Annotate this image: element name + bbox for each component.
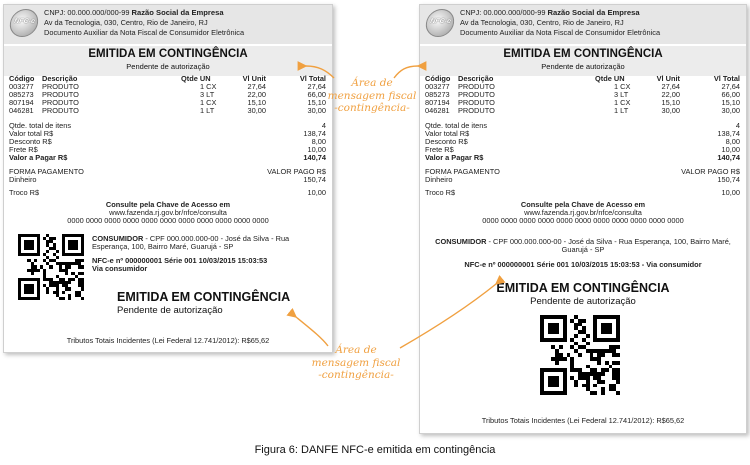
item-qty: 3 LT [200,90,215,99]
payment-header: FORMA PAGAMENTO [425,167,500,176]
item-code: 085273 [9,90,34,99]
item-code: 807194 [9,98,34,107]
total-label: Desconto R$ [9,137,52,146]
contingency-title: EMITIDA EM CONTINGÊNCIA [503,48,663,60]
company-name: Razão Social da Empresa [547,8,640,17]
item-total: 66,00 [721,90,740,99]
address-text: Av da Tecnologia, 030, Centro, Rio de Janeiro, RJ [44,18,208,27]
cnpj-text: CNPJ: 00.000.000/000-99 [460,8,546,17]
item-qty: 1 LT [614,106,629,115]
change-label: Troco R$ [9,188,40,197]
payment-method: Dinheiro [9,175,37,184]
contingency-title-large: EMITIDA EM CONTINGÊNCIA [117,290,291,304]
item-unit: 30,00 [661,106,680,115]
annotation-bottom: Área de mensagem fiscal -contingência- [311,344,401,381]
item-code: 085273 [425,90,450,99]
doc-title: Documento Auxiliar da Nota Fiscal de Consumidor Eletrônica [44,28,245,37]
item-qty: 1 CX [614,98,631,107]
item-unit: 22,00 [247,90,266,99]
item-desc: PRODUTO [458,82,495,91]
item-qty: 3 LT [614,90,629,99]
col-code: Código [9,74,35,83]
item-unit: 30,00 [247,106,266,115]
access-key: 0000 0000 0000 0000 0000 0000 0000 0000 0000 0000 0000 [482,216,684,225]
item-desc: PRODUTO [42,106,79,115]
total-value: 4 [321,121,326,130]
consult-url: www.fazenda.rj.gov.br/nfce/consulta [109,208,227,217]
nfce-line: NFC-e nº 000000001 Série 001 10/03/2015 15:03:53 [92,256,268,265]
total-label: Qtde. total de itens [425,121,488,130]
item-desc: PRODUTO [458,90,495,99]
contingency-subtitle: Pendente de autorização [126,62,210,71]
col-total: Vl Total [299,74,326,83]
nfce-logo: NFC-e [8,9,40,37]
payment-amount: 150,74 [717,175,740,184]
item-desc: PRODUTO [458,98,495,107]
pay-label: Valor a Pagar R$ [425,153,484,162]
item-desc: PRODUTO [42,98,79,107]
contingency-subtitle-large: Pendente de autorização [530,296,636,307]
total-value: 8,00 [311,137,326,146]
total-label: Frete R$ [425,145,454,154]
consumer-text: - CPF 000.000.000-00 - José da Silva - Rua [143,234,290,243]
item-total: 27,64 [721,82,740,91]
change-value: 10,00 [721,188,740,197]
item-unit: 27,64 [247,82,266,91]
arrow-to-bottom-right [400,284,496,348]
tributes-text: Tributos Totais Incidentes (Lei Federal 12.741/2012): R$65,62 [481,416,685,425]
doc-title: Documento Auxiliar da Nota Fiscal de Consumidor Eletrônica [460,28,661,37]
total-label: Valor total R$ [9,129,54,138]
address-text: Av da Tecnologia, 030, Centro, Rio de Janeiro, RJ [460,18,624,27]
total-label: Qtde. total de itens [9,121,72,130]
payment-value-header: VALOR PAGO R$ [267,167,326,176]
payment-method: Dinheiro [425,175,453,184]
total-value: 4 [735,121,740,130]
total-value: 138,74 [717,129,740,138]
total-label: Valor total R$ [425,129,470,138]
figure-caption: Figura 6: DANFE NFC-e emitida em contingência [254,444,496,456]
total-label: Desconto R$ [425,137,468,146]
item-qty: 1 CX [614,82,631,91]
pay-value: 140,74 [717,153,740,162]
col-qty: Qtde UN [595,74,625,83]
cnpj-text: CNPJ: 00.000.000/000-99 [44,8,130,17]
nfce-line: NFC-e nº 000000001 Série 001 10/03/2015 15:03:53 [464,260,640,269]
access-key: 0000 0000 0000 0000 0000 0000 0000 0000 0000 0000 0000 [67,216,269,225]
item-code: 003277 [9,82,34,91]
payment-value-header: VALOR PAGO R$ [681,167,740,176]
pay-label: Valor a Pagar R$ [9,153,68,162]
item-qty: 1 LT [200,106,215,115]
payment-header: FORMA PAGAMENTO [9,167,84,176]
item-unit: 15,10 [661,98,680,107]
consumer-text: - CPF 000.000.000-00 - José da Silva - Rua Esperança, 100, Bairro Maré, [486,237,731,246]
item-total: 15,10 [307,98,326,107]
consumer-text: Esperança, 100, Bairro Maré, Guarujá - SP [92,242,234,251]
item-desc: PRODUTO [42,82,79,91]
receipt-right: NFC-e CNPJ: 00.000.000/000-99 Razão Social da Empresa Av da Tecnologia, 030, Centro, Rio de Janeiro, RJ Documento Auxiliar da Nota Fiscal de Consumidor Eletrônica EMITIDA EM CONTINGÊNCIA Pendente de autorização Código Descrição Qtde UN Vl Unit Vl Total 003277 PRODUTO 1 CX 27,64 27,64 085273 PRODUTO 3 LT 22,00 66,00 807194 PRODUTO 1 CX 15,10 15,10 046281 PRODUTO 1 LT 30,00 30,00 Qtde. total de itens 4 Valor total R$ 138,74 Desconto R$ 8,00 Frete R$ 10,00 Valor a Pagar R$ 140,74 FORMA PAGAMENTO VALOR PAGO R$ Dinheiro 150,74 Troco R$ 10,00 Consulte pela Chave de Acesso em www.fazenda.rj.gov.br/nfce/consulta 0000 0000 0000 0000 0000 0000 0000 0000 0000 0000 0000 CONSUMIDOR - CPF 000.000.000-00 - José da Silva - Rua Esperança, 100, Bairro Maré, Guarujá - SP NFC-e nº 000000001 Série 001 10/03/2015 15:03:53 - Via consumidor EMITIDA EM CONTINGÊNCIA Pendente de autorização Tributos Totais Incidentes (Lei Federal 12.741/2012): R$65,62 [419,4,747,434]
item-total: 15,10 [721,98,740,107]
item-total: 30,00 [307,106,326,115]
col-total: Vl Total [713,74,740,83]
item-unit: 15,10 [247,98,266,107]
arrow-to-bottom-left [296,317,328,346]
annotation-top: Área de mensagem fiscal -contingência- [327,77,417,114]
contingency-subtitle: Pendente de autorização [541,62,625,71]
total-value: 10,00 [307,145,326,154]
col-desc: Descrição [458,74,494,83]
consult-title: Consulte pela Chave de Acesso em [520,200,646,209]
item-code: 003277 [425,82,450,91]
consult-url: www.fazenda.rj.gov.br/nfce/consulta [524,208,642,217]
col-unit: Vl Unit [242,74,266,83]
contingency-title-large: EMITIDA EM CONTINGÊNCIA [496,281,670,295]
col-desc: Descrição [42,74,78,83]
item-total: 66,00 [307,90,326,99]
item-unit: 22,00 [661,90,680,99]
consumer-text: Guarujá - SP [561,245,605,254]
contingency-title: EMITIDA EM CONTINGÊNCIA [88,48,248,60]
total-label: Frete R$ [9,145,38,154]
item-desc: PRODUTO [42,90,79,99]
tributes-text: Tributos Totais Incidentes (Lei Federal 12.741/2012): R$65,62 [66,336,270,345]
nfce-logo: NFC-e [424,9,456,37]
item-code: 046281 [9,106,34,115]
total-value: 138,74 [303,129,326,138]
total-value: 8,00 [725,137,740,146]
item-qty: 1 CX [200,82,217,91]
pay-value: 140,74 [303,153,326,162]
payment-amount: 150,74 [303,175,326,184]
item-desc: PRODUTO [458,106,495,115]
col-unit: Vl Unit [656,74,680,83]
total-value: 10,00 [721,145,740,154]
contingency-subtitle-large: Pendente de autorização [117,305,223,316]
change-label: Troco R$ [425,188,456,197]
change-value: 10,00 [307,188,326,197]
item-total: 27,64 [307,82,326,91]
via-consumidor: Via consumidor [92,264,148,273]
item-unit: 27,64 [661,82,680,91]
item-code: 046281 [425,106,450,115]
item-total: 30,00 [721,106,740,115]
col-code: Código [425,74,451,83]
consumer-label: CONSUMIDOR [435,237,487,246]
item-qty: 1 CX [200,98,217,107]
col-qty: Qtde UN [181,74,211,83]
company-name: Razão Social da Empresa [131,8,224,17]
consult-title: Consulte pela Chave de Acesso em [105,200,231,209]
via-consumidor: Via consumidor [646,260,702,269]
item-code: 807194 [425,98,450,107]
consumer-label: CONSUMIDOR [92,234,144,243]
